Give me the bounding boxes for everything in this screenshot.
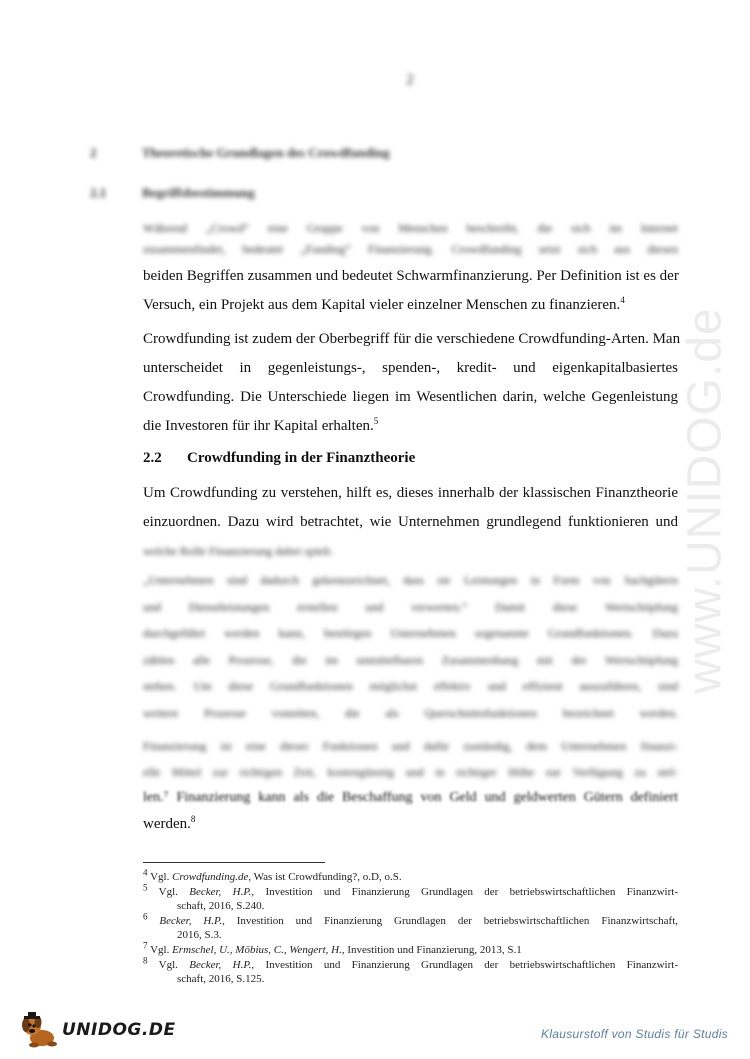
footnote-ref: 4: [620, 295, 625, 305]
text-line-content: die Investoren für ihr Kapital erhalten.: [143, 418, 374, 434]
text-line: Crowdfunding. Die Unterschiede liegen im Wesentlichen darin, welche Gegenleistung: [143, 389, 678, 405]
footnote-text: , Investition und Finanzierung Grundlagen der betriebswirtschaftlichen Finanzwirtschaft,: [222, 914, 678, 927]
footnote-number: 6: [143, 911, 148, 922]
blurred-line: „Unternehmen sind dadurch gekennzeichnet, dass sie Leistungen in Form von Sachgütern: [143, 573, 678, 587]
footnote-number: 4: [143, 867, 148, 878]
section-2-1-paragraph-2: [143, 325, 681, 441]
blurred-line: durchgeführt werden kann, benötigen Unternehmen sogenannte Grundfunktionen. Dazu: [143, 626, 678, 641]
chapter-title: Theoretische Grundlagen des Crowdfunding: [142, 145, 390, 160]
text-line: [143, 811, 678, 837]
footer-tagline: Klausurstoff von Studis für Studis: [541, 1027, 728, 1041]
text-line-content: Versuch, ein Projekt aus dem Kapital vieler einzelner Menschen zu finanzieren.: [143, 297, 621, 313]
text-line: einzuordnen. Dazu wird betrachtet, wie Unternehmen grundlegend funktionieren und: [143, 514, 678, 530]
footnote-continuation: schaft, 2016, S.125.: [177, 973, 265, 986]
footnote-author: Becker, H.P.: [159, 914, 223, 927]
text-line: Um Crowdfunding zu verstehen, hilft es, dieses innerhalb der klassischen Finanztheorie: [143, 485, 678, 501]
section-number: 2.2: [143, 450, 162, 466]
footnote: [143, 881, 678, 914]
text-line: [143, 412, 678, 441]
footnote-pre: Vgl.: [158, 958, 190, 971]
blurred-line: Finanzierung ist eine dieser Funktionen und dafür zuständig, dem Unternehmen finanzi-: [143, 739, 678, 753]
footnote-author: Becker, H.P.: [189, 885, 252, 898]
footnote: [143, 954, 678, 987]
partially-blurred-line: len.⁷ Finanzierung kann als die Beschaffung von Geld und geldwerten Gütern definiert: [143, 790, 678, 805]
text-line: unterscheidet in gegenleistungs-, spenden-, kredit- und eigenkapitalbasiertes: [143, 360, 678, 376]
logo-text: UNIDOG.DE: [62, 1020, 176, 1040]
text-line: Crowdfunding ist zudem der Oberbegriff für die verschiedene Crowdfunding-Arten. Man: [143, 331, 681, 347]
footnote: [143, 940, 678, 958]
unidog-logo[interactable]: [18, 1012, 176, 1048]
blurred-line: weitere Prozesse vonnöten, die als Querschnittsfunktionen bezeichnet werden.: [143, 705, 678, 720]
footnote-pre: Vgl.: [158, 885, 190, 898]
footnote-text: , Investition und Finanzierung Grundlagen der betriebswirtschaftlichen Finanzwirt-: [251, 958, 678, 971]
watermark: [660, 260, 750, 740]
blurred-line: zusammenfindet, bedeutet „Funding“ Finanzierung. Crowdfunding setzt sich aus diesen: [143, 242, 678, 256]
footnote-author: Becker, H.P.: [189, 958, 252, 971]
footnote-text: , Investition und Finanzierung Grundlagen der betriebswirtschaftlichen Finanzwirt-: [251, 885, 678, 898]
section-title: Begriffsbestimmung: [142, 185, 255, 200]
quote-paragraph-blurred: [143, 567, 678, 727]
section-2-1-text: [143, 214, 678, 320]
text-line: [143, 291, 678, 320]
footnote-author: Crowdfunding.de: [172, 871, 249, 883]
section-heading-2-1: [90, 185, 650, 201]
section-number: 2.1: [90, 185, 107, 200]
watermark-text: www.UNIDOG.de: [678, 306, 732, 694]
footnote-author: Ermschel, U., Möbius, C., Wengert, H.: [172, 943, 342, 956]
blurred-line: stehen. Um diese Grundfunktionen möglichst effektiv und effizient auszuführen, sind: [143, 679, 678, 694]
section-2-2-text: [143, 479, 678, 566]
footnote-continuation: schaft, 2016, S.240.: [177, 900, 265, 913]
footnote-continuation: 2016, S.3.: [177, 929, 222, 942]
blurred-line: welche Rolle Finanzierung dabei spielt.: [143, 544, 334, 558]
footnote-number: 7: [143, 940, 148, 951]
footnotes: [143, 867, 678, 987]
text-line: beiden Begriffen zusammen und bedeutet Schwarmfinanzierung. Per Definition ist es der: [143, 268, 679, 284]
chapter-heading: [90, 145, 650, 161]
section-heading-2-2: [143, 450, 415, 467]
footnote-pre: Vgl.: [150, 871, 173, 883]
section-title: Crowdfunding in der Finanztheorie: [187, 450, 416, 466]
footnote-number: 8: [143, 954, 148, 965]
footnote-text: , Was ist Crowdfunding?, o.D, o.S.: [248, 871, 402, 883]
footnote: [143, 911, 678, 943]
footnote-pre: Vgl.: [150, 943, 173, 956]
blurred-line: elle Mittel zur richtigen Zeit, kostengünstig und in richtiger Höhe zur Verfügung zu stel-: [143, 765, 678, 779]
blurred-line: zählen alle Prozesse, die im unmittelbaren Zusammenhang mit der Wertschöpfung: [143, 652, 678, 667]
footnote-number: 5: [143, 881, 148, 892]
finance-paragraph: [143, 733, 678, 837]
blurred-line: Während „Crowd“ eine Gruppe von Menschen beschreibt, die sich im Internet: [143, 221, 678, 235]
footnote-ref: 8: [190, 814, 196, 824]
blurred-line: und Dienstleistungen erstellen und verwerten.“ Damit diese Wertschöpfung: [143, 599, 678, 614]
footnote-text: , Investition und Finanzierung, 2013, S.1: [341, 943, 522, 956]
footnote-ref: 5: [373, 416, 379, 426]
dog-icon: [18, 1012, 62, 1048]
footnote-divider: [143, 862, 325, 863]
footnote: [143, 867, 678, 885]
chapter-number: 2: [90, 145, 97, 160]
page-number: 2: [406, 72, 414, 88]
text-line-content: werden.: [143, 816, 191, 832]
